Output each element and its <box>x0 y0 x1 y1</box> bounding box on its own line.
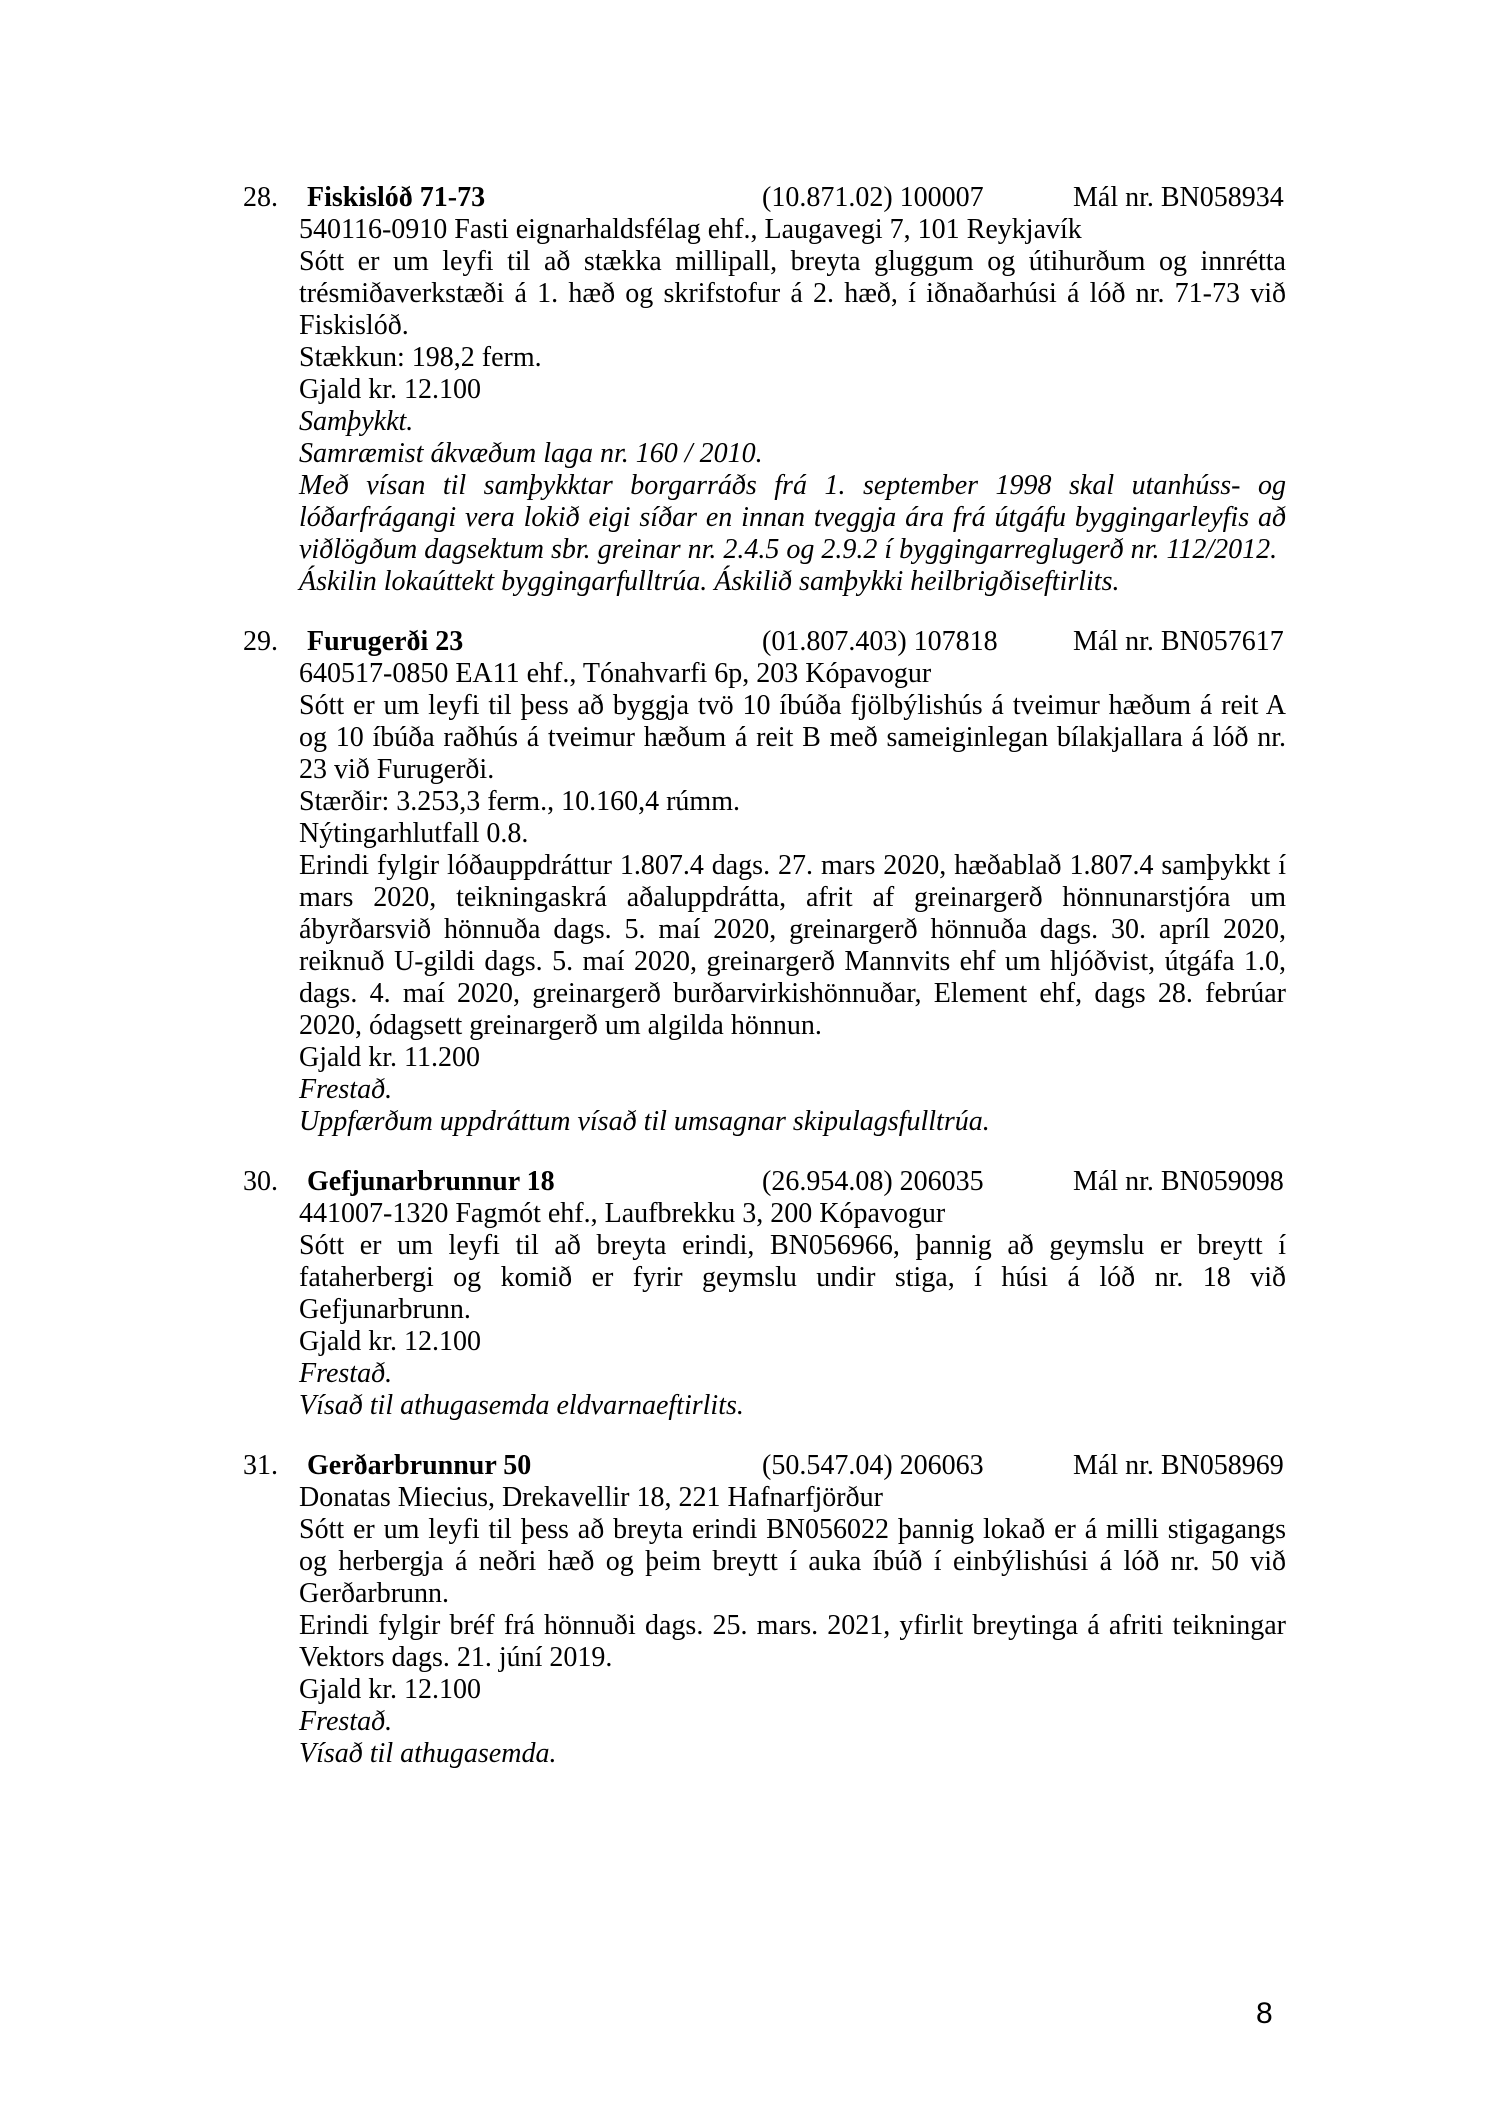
item-case-ref: Mál nr. BN059098 <box>1073 1166 1284 1197</box>
item-number: 31. <box>243 1450 278 1481</box>
item-paragraphs <box>299 246 1286 598</box>
item-parcel-ref: (26.954.08) 206035 <box>762 1166 984 1197</box>
item-title: Gefjunarbrunnur 18 <box>307 1166 555 1197</box>
permit-item <box>243 182 1286 598</box>
item-paragraphs <box>299 1230 1286 1422</box>
page-number: 8 <box>1256 1997 1273 2030</box>
permit-item <box>243 626 1286 1138</box>
item-header <box>299 182 1286 214</box>
item-paragraph: Frestað. <box>299 1074 393 1105</box>
item-paragraph: Gjald kr. 12.100 <box>299 374 481 405</box>
item-number: 28. <box>243 182 278 213</box>
item-owner: 540116-0910 Fasti eignarhaldsfélag ehf., Laugavegi 7, 101 Reykjavík <box>299 214 1082 245</box>
item-paragraphs <box>299 1514 1286 1770</box>
item-paragraph: Samræmist ákvæðum laga nr. 160 / 2010. <box>299 438 763 469</box>
item-case-ref: Mál nr. BN058934 <box>1073 182 1284 213</box>
item-paragraph: Vísað til athugasemda. <box>299 1738 557 1769</box>
item-paragraph: Gjald kr. 11.200 <box>299 1042 480 1073</box>
item-case-ref: Mál nr. BN058969 <box>1073 1450 1284 1481</box>
item-number: 30. <box>243 1166 278 1197</box>
item-header <box>299 626 1286 658</box>
item-paragraph: Vísað til athugasemda eldvarnaeftirlits. <box>299 1390 744 1421</box>
item-owner: 640517-0850 EA11 ehf., Tónahvarfi 6p, 203 Kópavogur <box>299 658 932 689</box>
item-paragraph: Samþykkt. <box>299 406 414 437</box>
item-paragraph: Frestað. <box>299 1358 393 1389</box>
permit-item <box>243 1450 1286 1770</box>
item-case-ref: Mál nr. BN057617 <box>1073 626 1284 657</box>
item-paragraph: Uppfærðum uppdráttum vísað til umsagnar skipulagsfulltrúa. <box>299 1106 990 1137</box>
item-paragraphs <box>299 690 1286 1138</box>
item-parcel-ref: (01.807.403) 107818 <box>762 626 998 657</box>
item-paragraph: Með vísan til samþykktar borgarráðs frá 1. september 1998 skal utanhúss- og lóðarfrágangi vera lokið eigi síðar en innan tveggja ára frá útgáfu byggingarleyfis að viðlögðum dagsektum sbr. greinar nr. 2.4.5 og 2.9.2 í byggingarreglugerð nr. 112/2012. <box>299 470 1286 565</box>
item-paragraph: Sótt er um leyfi til þess að byggja tvö 10 íbúða fjölbýlishús á tveimur hæðum á reit A og 10 íbúða raðhús á tveimur hæðum á reit B með sameiginlegan bílakjallara á lóð nr. 23 við Furugerði. <box>299 690 1286 785</box>
item-paragraph: Sótt er um leyfi til að breyta erindi, BN056966, þannig að geymslu er breytt í fataherbergi og komið er fyrir geymslu undir stiga, í húsi á lóð nr. 18 við Gefjunarbrunn. <box>299 1230 1286 1325</box>
item-title: Furugerði 23 <box>307 626 464 657</box>
item-paragraph: Nýtingarhlutfall 0.8. <box>299 818 529 849</box>
permit-item <box>243 1166 1286 1422</box>
item-paragraph: Sótt er um leyfi til þess að breyta erindi BN056022 þannig lokað er á milli stigagangs og herbergja á neðri hæð og þeim breytt í auka íbúð í einbýlishúsi á lóð nr. 50 við Gerðarbrunn. <box>299 1514 1286 1609</box>
item-paragraph: Erindi fylgir lóðauppdráttur 1.807.4 dags. 27. mars 2020, hæðablað 1.807.4 samþykkt í mars 2020, teikningaskrá aðaluppdrátta, afrit af greinargerð hönnunarstjóra um ábyrðarsvið hönnuða dags. 5. maí 2020, greinargerð hönnuða dags. 30. apríl 2020, reiknuð U-gildi dags. 5. maí 2020, greinargerð Mannvits ehf um hljóðvist, útgáfa 1.0, dags. 4. maí 2020, greinargerð burðarvirkishönnuðar, Element ehf, dags 28. febrúar 2020, ódagsett greinargerð um algilda hönnun. <box>299 850 1286 1041</box>
item-paragraph: Gjald kr. 12.100 <box>299 1326 481 1357</box>
item-number: 29. <box>243 626 278 657</box>
item-paragraph: Gjald kr. 12.100 <box>299 1674 481 1705</box>
item-owner: Donatas Miecius, Drekavellir 18, 221 Hafnarfjörður <box>299 1482 883 1513</box>
permit-item-list <box>243 182 1286 1770</box>
item-header <box>299 1450 1286 1482</box>
item-owner: 441007-1320 Fagmót ehf., Laufbrekku 3, 200 Kópavogur <box>299 1198 946 1229</box>
item-paragraph: Frestað. <box>299 1706 393 1737</box>
item-paragraph: Stærðir: 3.253,3 ferm., 10.160,4 rúmm. <box>299 786 740 817</box>
item-title: Gerðarbrunnur 50 <box>307 1450 532 1481</box>
item-paragraph: Sótt er um leyfi til að stækka millipall, breyta gluggum og útihurðum og innrétta trésmiðaverkstæði á 1. hæð og skrifstofur á 2. hæð, í iðnaðarhúsi á lóð nr. 71-73 við Fiskislóð. <box>299 246 1286 341</box>
item-paragraph: Erindi fylgir bréf frá hönnuði dags. 25. mars. 2021, yfirlit breytinga á afriti teikningar Vektors dags. 21. júní 2019. <box>299 1610 1286 1673</box>
item-header <box>299 1166 1286 1198</box>
item-paragraph: Stækkun: 198,2 ferm. <box>299 342 542 373</box>
item-parcel-ref: (10.871.02) 100007 <box>762 182 984 213</box>
item-title: Fiskislóð 71-73 <box>307 182 486 213</box>
item-parcel-ref: (50.547.04) 206063 <box>762 1450 984 1481</box>
item-paragraph: Áskilin lokaúttekt byggingarfulltrúa. Áskilið samþykki heilbrigðiseftirlits. <box>299 566 1120 597</box>
